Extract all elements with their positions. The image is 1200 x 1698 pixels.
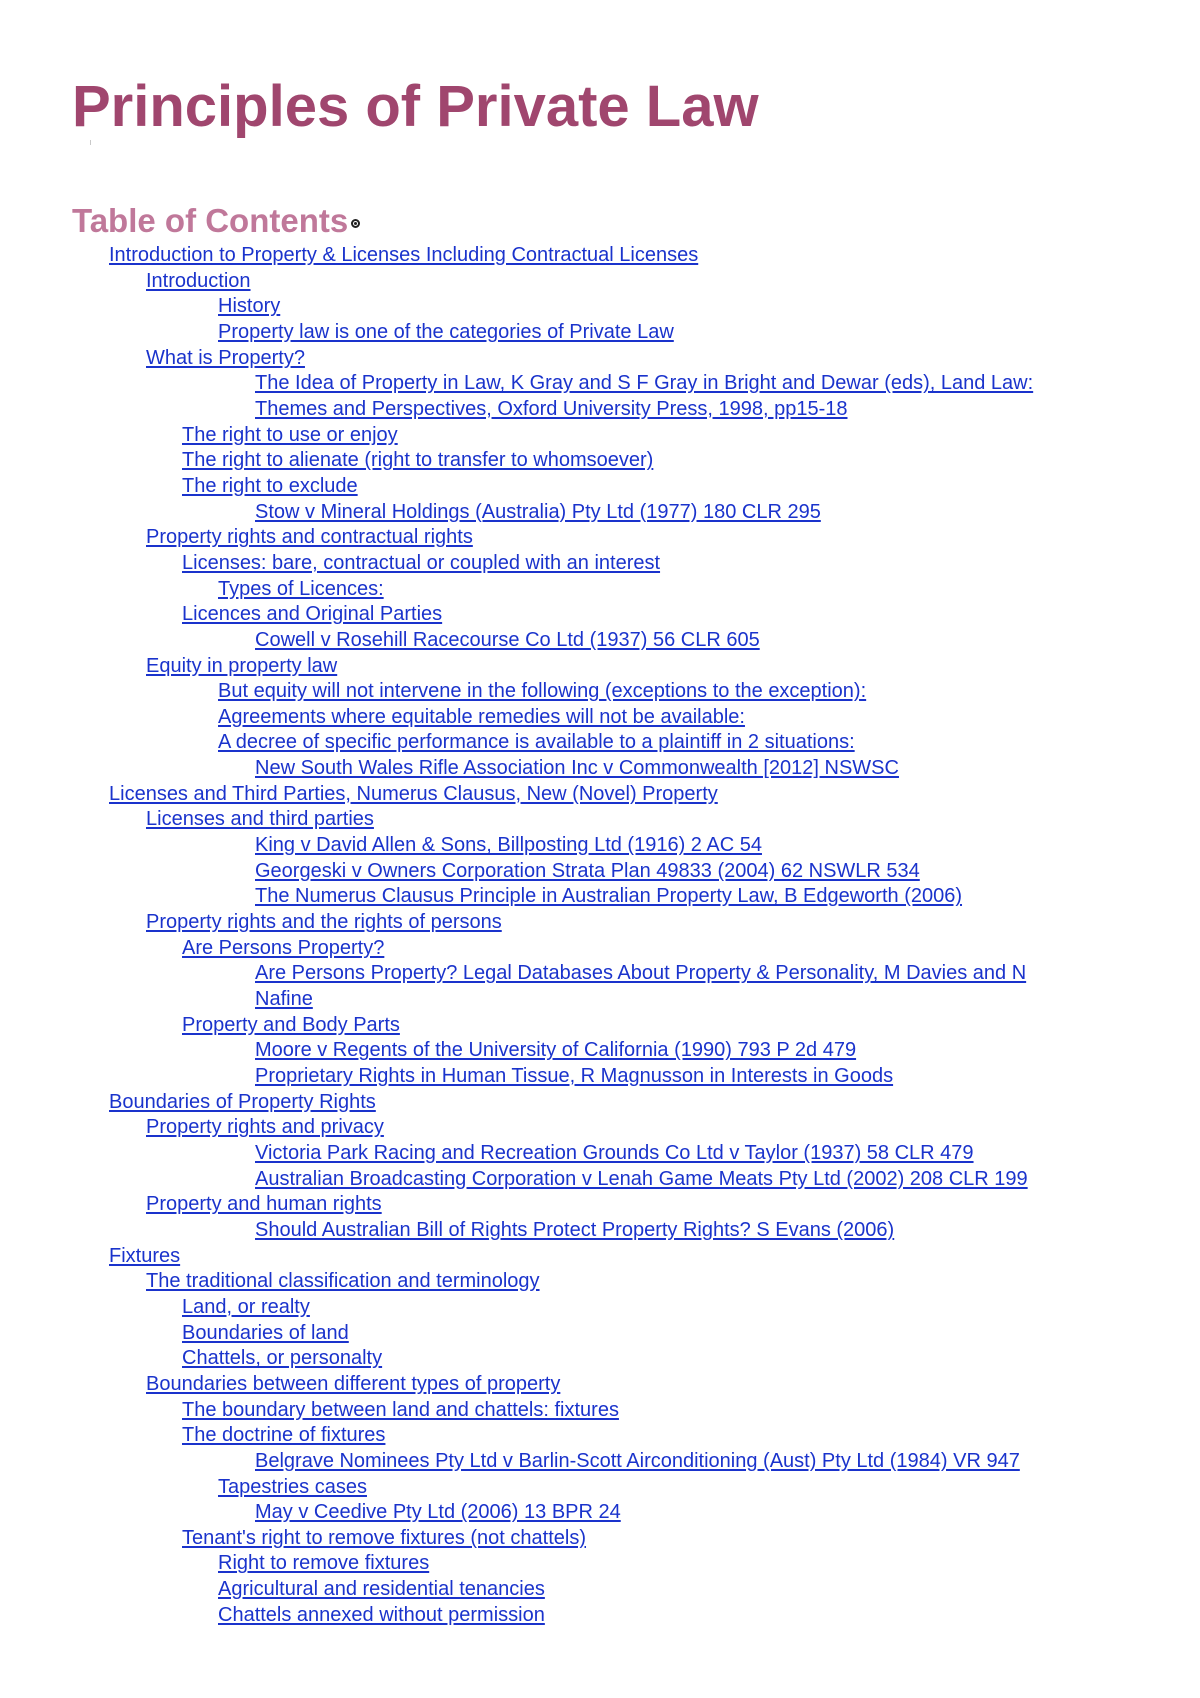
toc-entry — [0, 320, 1200, 346]
toc-link[interactable]: The right to exclude — [182, 474, 358, 497]
toc-link[interactable]: Proprietary Rights in Human Tissue, R Magnusson in Interests in Goods — [255, 1065, 894, 1087]
toc-entry — [0, 346, 1200, 372]
toc-link[interactable]: Themes and Perspectives, Oxford University Press, 1998, pp15-18 — [255, 397, 848, 420]
toc-entry — [0, 987, 1200, 1013]
toc-entry — [0, 1500, 1200, 1526]
toc-entry — [0, 1603, 1200, 1629]
toc-link[interactable]: Are Persons Property? — [182, 936, 385, 959]
toc-link[interactable]: Victoria Park Racing and Recreation Grounds Co Ltd v Taylor (1937) 58 CLR 479 — [255, 1141, 974, 1164]
toc-entry — [0, 448, 1200, 474]
toc-entry — [0, 1269, 1200, 1295]
toc-entry — [0, 1398, 1200, 1424]
title-cursor-mark — [90, 140, 91, 145]
toc-entry — [0, 833, 1200, 859]
toc-entry — [0, 961, 1200, 987]
toc-link[interactable]: Fixtures — [109, 1244, 181, 1267]
toc-link[interactable]: What is Property? — [146, 346, 305, 369]
toc-link[interactable]: Tenant's right to remove fixtures (not chattels) — [182, 1526, 586, 1549]
toc-link[interactable]: Australian Broadcasting Corporation v Lenah Game Meats Pty Ltd (2002) 208 CLR 199 — [255, 1167, 1028, 1190]
toc-entry — [0, 1423, 1200, 1449]
toc-heading — [72, 200, 360, 242]
toc-entry — [0, 1346, 1200, 1372]
toc-entry — [0, 1449, 1200, 1475]
toc-link[interactable]: Georgeski v Owners Corporation Strata Plan 49833 (2004) 62 NSWLR 534 — [255, 859, 920, 882]
toc-entry — [0, 1372, 1200, 1398]
toc-entry — [0, 423, 1200, 449]
toc-entry — [0, 628, 1200, 654]
toc-link[interactable]: Should Australian Bill of Rights Protect Property Rights? S Evans (2006) — [255, 1218, 895, 1241]
toc-entry — [0, 1167, 1200, 1193]
toc-entry — [0, 654, 1200, 680]
toc-entry — [0, 602, 1200, 628]
toc-link[interactable]: Agricultural and residential tenancies — [218, 1578, 545, 1601]
toc-link[interactable]: The Numerus Clausus Principle in Australian Property Law, B Edgeworth (2006) — [255, 885, 963, 908]
toc-link[interactable]: Types of Licences: — [218, 577, 384, 600]
toc-entry — [0, 525, 1200, 551]
toc-entry — [0, 294, 1200, 320]
toc-entry — [0, 1038, 1200, 1064]
toc-entry — [0, 243, 1200, 269]
toc-link[interactable]: Licences and Original Parties — [182, 603, 443, 626]
toc-link[interactable]: Property rights and the rights of persons — [146, 911, 502, 934]
toc-entry — [0, 1064, 1200, 1090]
toc-entry — [0, 1090, 1200, 1116]
toc-entry — [0, 500, 1200, 526]
toc-entry — [0, 1192, 1200, 1218]
toc-link[interactable]: Chattels, or personalty — [182, 1347, 383, 1370]
toc-entry — [0, 1244, 1200, 1270]
toc-link[interactable]: The boundary between land and chattels: fixtures — [182, 1398, 619, 1421]
toc-heading-label: Table of Contents — [72, 202, 349, 239]
toc-entry — [0, 1551, 1200, 1577]
toc-entry — [0, 910, 1200, 936]
toc-entry — [0, 859, 1200, 885]
toc-link[interactable]: Stow v Mineral Holdings (Australia) Pty Ltd (1977) 180 CLR 295 — [255, 500, 821, 523]
toc-entry — [0, 1475, 1200, 1501]
toc-link[interactable]: History — [218, 295, 281, 318]
toc-entry — [0, 1295, 1200, 1321]
toc-entry — [0, 884, 1200, 910]
toc-entry — [0, 1141, 1200, 1167]
toc-link[interactable]: The traditional classification and terminology — [146, 1270, 540, 1293]
toc-link[interactable]: Boundaries between different types of property — [146, 1372, 561, 1395]
toc-link[interactable]: Cowell v Rosehill Racecourse Co Ltd (1937) 56 CLR 605 — [255, 628, 760, 651]
toc-link[interactable]: Equity in property law — [146, 654, 338, 677]
toc-entry — [0, 756, 1200, 782]
toc-link[interactable]: Introduction — [146, 269, 251, 292]
toc-link[interactable]: Nafine — [255, 988, 313, 1011]
toc-link[interactable]: Introduction to Property & Licenses Including Contractual Licenses — [109, 244, 699, 266]
toc-link[interactable]: Licenses: bare, contractual or coupled with an interest — [182, 551, 661, 574]
toc-link[interactable]: The Idea of Property in Law, K Gray and S F Gray in Bright and Dewar (eds), Land Law: — [255, 372, 1034, 395]
toc-link[interactable]: Property rights and privacy — [146, 1116, 384, 1139]
toc-link[interactable]: Tapestries cases — [218, 1475, 367, 1498]
toc-entry — [0, 730, 1200, 756]
toc-link[interactable]: But equity will not intervene in the following (exceptions to the exception): — [218, 680, 867, 703]
toc-link[interactable]: King v David Allen & Sons, Billposting Ltd (1916) 2 AC 54 — [255, 834, 762, 857]
toc-link[interactable]: The doctrine of fixtures — [182, 1424, 386, 1447]
toc-link[interactable]: Boundaries of land — [182, 1321, 349, 1344]
toc-link[interactable]: Moore v Regents of the University of California (1990) 793 P 2d 479 — [255, 1039, 857, 1062]
toc-link[interactable]: Licenses and Third Parties, Numerus Clausus, New (Novel) Property — [109, 782, 718, 805]
toc-link[interactable]: Are Persons Property? Legal Databases About Property & Personality, M Davies and N — [255, 962, 1027, 985]
toc-link[interactable]: Chattels annexed without permission — [218, 1603, 545, 1626]
toc-link[interactable]: Boundaries of Property Rights — [109, 1090, 376, 1113]
toc-link[interactable]: May v Ceedive Pty Ltd (2006) 13 BPR 24 — [255, 1501, 621, 1524]
toc-entry — [0, 705, 1200, 731]
toc-link[interactable]: A decree of specific performance is available to a plaintiff in 2 situations: — [218, 731, 855, 754]
toc-entry — [0, 577, 1200, 603]
toc-entry — [0, 807, 1200, 833]
toc-entry — [0, 371, 1200, 397]
toc-link[interactable]: Licenses and third parties — [146, 808, 374, 831]
toc-link[interactable]: Agreements where equitable remedies will not be available: — [218, 705, 745, 728]
toc-link[interactable]: Belgrave Nominees Pty Ltd v Barlin-Scott Airconditioning (Aust) Pty Ltd (1984) VR 947 — [255, 1449, 1020, 1472]
toc-entry — [0, 936, 1200, 962]
toc-link[interactable]: Property and human rights — [146, 1193, 382, 1216]
toc-entry — [0, 474, 1200, 500]
toc-entry — [0, 551, 1200, 577]
toc-entry — [0, 1218, 1200, 1244]
toc-link[interactable]: Property and Body Parts — [182, 1013, 400, 1036]
toc-link[interactable]: Land, or realty — [182, 1295, 310, 1318]
toc-entry — [0, 1321, 1200, 1347]
toc-entry — [0, 782, 1200, 808]
toc-link[interactable]: Right to remove fixtures — [218, 1552, 430, 1575]
table-of-contents — [0, 243, 1200, 1628]
toc-entry — [0, 1115, 1200, 1141]
document-title: Principles of Private Law — [72, 74, 759, 139]
toc-entry — [0, 1526, 1200, 1552]
toc-link[interactable]: New South Wales Rifle Association Inc v Commonwealth [2012] NSWSC — [255, 757, 899, 780]
toc-link[interactable]: The right to alienate (right to transfer to whomsoever) — [182, 449, 654, 472]
toc-entry — [0, 397, 1200, 423]
toc-entry — [0, 679, 1200, 705]
toc-link[interactable]: Property rights and contractual rights — [146, 526, 473, 549]
toc-entry — [0, 1577, 1200, 1603]
toc-link[interactable]: Property law is one of the categories of Private Law — [218, 320, 674, 343]
toc-entry — [0, 1013, 1200, 1039]
toc-link[interactable]: The right to use or enjoy — [182, 423, 398, 446]
toc-entry — [0, 269, 1200, 295]
anchor-target-icon — [351, 219, 360, 228]
